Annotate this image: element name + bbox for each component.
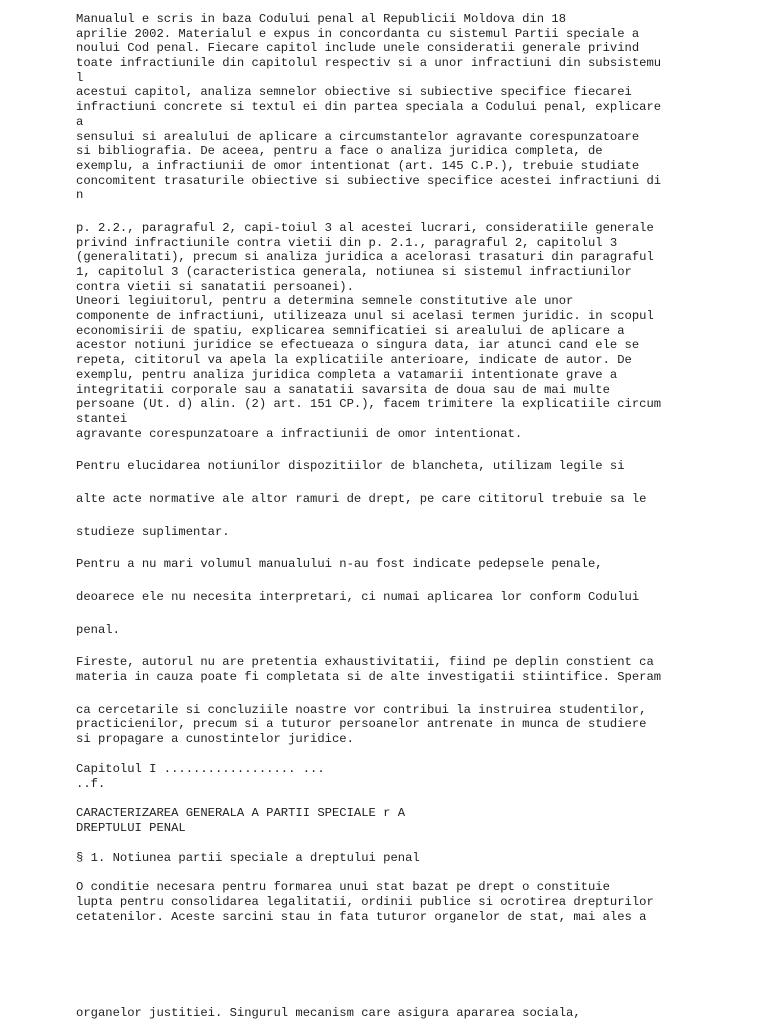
text-line: a (76, 114, 84, 129)
section-heading (76, 851, 748, 866)
text-line: ..f. (76, 776, 106, 791)
text-line: alte acte normative ale altor ramuri de drept, pe care cititorul trebuie sa le (76, 491, 647, 506)
paragraph-exhaustive (76, 655, 748, 684)
text-line: Capitolul I .................. ... (76, 761, 325, 776)
paragraph-intro (76, 12, 748, 203)
paragraph-research (76, 703, 748, 747)
text-line: repeta, cititorul va apela la explicatiile anterioare, indicate de autor. De (76, 353, 632, 368)
text-line: contra vietii si sanatatii persoanei). (76, 279, 354, 294)
text-line: l (76, 70, 84, 85)
chapter-label (76, 762, 748, 791)
text-line: economisirii de spatiu, explicarea semnificatiei si arealului de aplicare a (76, 323, 625, 338)
text-line: componente de infractiuni, utilizeaza unul si acelasi termen juridic. in scopul (76, 309, 654, 324)
text-line: CARACTERIZAREA GENERALA A PARTII SPECIALE r A (76, 806, 406, 821)
text-line: DREPTULUI PENAL (76, 820, 186, 835)
text-line: toate infractiunile din capitolul respectiv si a unor infractiuni din subsistemu (76, 56, 662, 71)
text-line: 1, capitolul 3 (caracteristica generala, notiunea si sistemul infractiunilor (76, 265, 632, 279)
text-line: concomitent trasaturile obiective si subiective specifice acestei infractiuni di (76, 173, 662, 188)
text-line: exemplu, pentru analiza juridica completa a vatamarii intentionate grave a (76, 367, 618, 382)
text-line: si propagare a cunostintelor juridice. (76, 732, 354, 747)
text-line: privind infractiunile contra vietii din p. 2.1., paragraful 2, capitolul 3 (76, 235, 618, 250)
chapter-title (76, 806, 748, 835)
text-line: § 1. Notiunea partii speciale a dreptului penal (76, 850, 420, 865)
paragraph-study (76, 525, 748, 540)
paragraph-references (76, 221, 748, 441)
text-line: studieze suplimentar. (76, 524, 230, 539)
text-line: penal. (76, 622, 120, 637)
document-page (76, 12, 748, 924)
paragraph-blancheta (76, 459, 748, 474)
text-line: Uneori legiuitorul, pentru a determina semnele constitutive ale unor (76, 294, 574, 309)
text-line: agravante corespunzatoare a infractiunii de omor intentionat. (76, 426, 523, 441)
text-line: ca cercetarile si concluziile noastre vor contribui la instruirea studentilor, (76, 702, 647, 717)
text-line: si bibliografia. De aceea, pentru a face o analiza juridica completa, de (76, 144, 603, 159)
text-line: Pentru a nu mari volumul manualului n-au fost indicate pedepsele penale, (76, 557, 603, 572)
text-line: sensului si arealului de aplicare a circumstantelor agravante corespunzatoare (76, 129, 640, 144)
text-line: (generalitati), precum si analiza juridica a acelorasi trasaturi din paragraful (76, 250, 654, 265)
text-line: Fireste, autorul nu are pretentia exhaustivitatii, fiind pe deplin constient ca (76, 655, 654, 670)
text-line: deoarece ele nu necesita interpretari, ci numai aplicarea lor conform Codului (76, 590, 640, 604)
text-line: exemplu, a infractiunii de omor intentionat (art. 145 C.P.), trebuie studiate (76, 158, 640, 173)
text-line: lupta pentru consolidarea legalitatii, ordinii publice si ocrotirea drepturilor (76, 894, 654, 909)
text-line: acestor notiuni juridice se efectueaza o singura data, iar atunci cand ele se (76, 338, 640, 353)
text-line: infractiuni concrete si textul ei din partea speciala a Codului penal, explicare (76, 100, 662, 115)
text-line: stantei (76, 411, 128, 426)
paragraph-volume (76, 557, 748, 572)
text-line: integritatii corporale sau a sanatatii savarsita de doua sau de mai multe (76, 382, 610, 397)
text-line: aprilie 2002. Materialul e expus in concordanta cu sistemul Partii speciale a (76, 26, 640, 41)
text-line: Manualul e scris in baza Codului penal al Republicii Moldova din 18 (76, 12, 567, 26)
text-line: practicienilor, precum si a tuturor persoanelor antrenate in munca de studiere (76, 717, 647, 732)
text-line: noului Cod penal. Fiecare capitol include unele consideratii generale privind (76, 41, 640, 56)
text-line: n (76, 188, 84, 203)
bottom-text-line: organelor justitiei. Singurul mecanism care asigura apararea sociala, (76, 1006, 581, 1020)
text-line: cetatenilor. Aceste sarcini stau in fata tuturor organelor de stat, mai ales a (76, 909, 647, 924)
paragraph-interpretation (76, 590, 748, 605)
text-line: persoane (Ut. d) alin. (2) art. 151 CP.), facem trimitere la explicatiile circum (76, 397, 662, 412)
text-line: materia in cauza poate fi completata si de alte investigatii stiintifice. Speram (76, 670, 662, 685)
text-line: Pentru elucidarea notiunilor dispozitiilor de blancheta, utilizam legile si (76, 459, 625, 474)
paragraph-condition (76, 880, 748, 924)
text-line: acestui capitol, analiza semnelor obiective si subiective specifice fiecarei (76, 85, 632, 100)
text-line: O conditie necesara pentru formarea unui stat bazat pe drept o constituie (76, 880, 610, 895)
paragraph-penal (76, 623, 748, 638)
paragraph-other-acts (76, 492, 748, 507)
text-line: p. 2.2., paragraful 2, capi-toiul 3 al acestei lucrari, consideratiile generale (76, 220, 654, 235)
